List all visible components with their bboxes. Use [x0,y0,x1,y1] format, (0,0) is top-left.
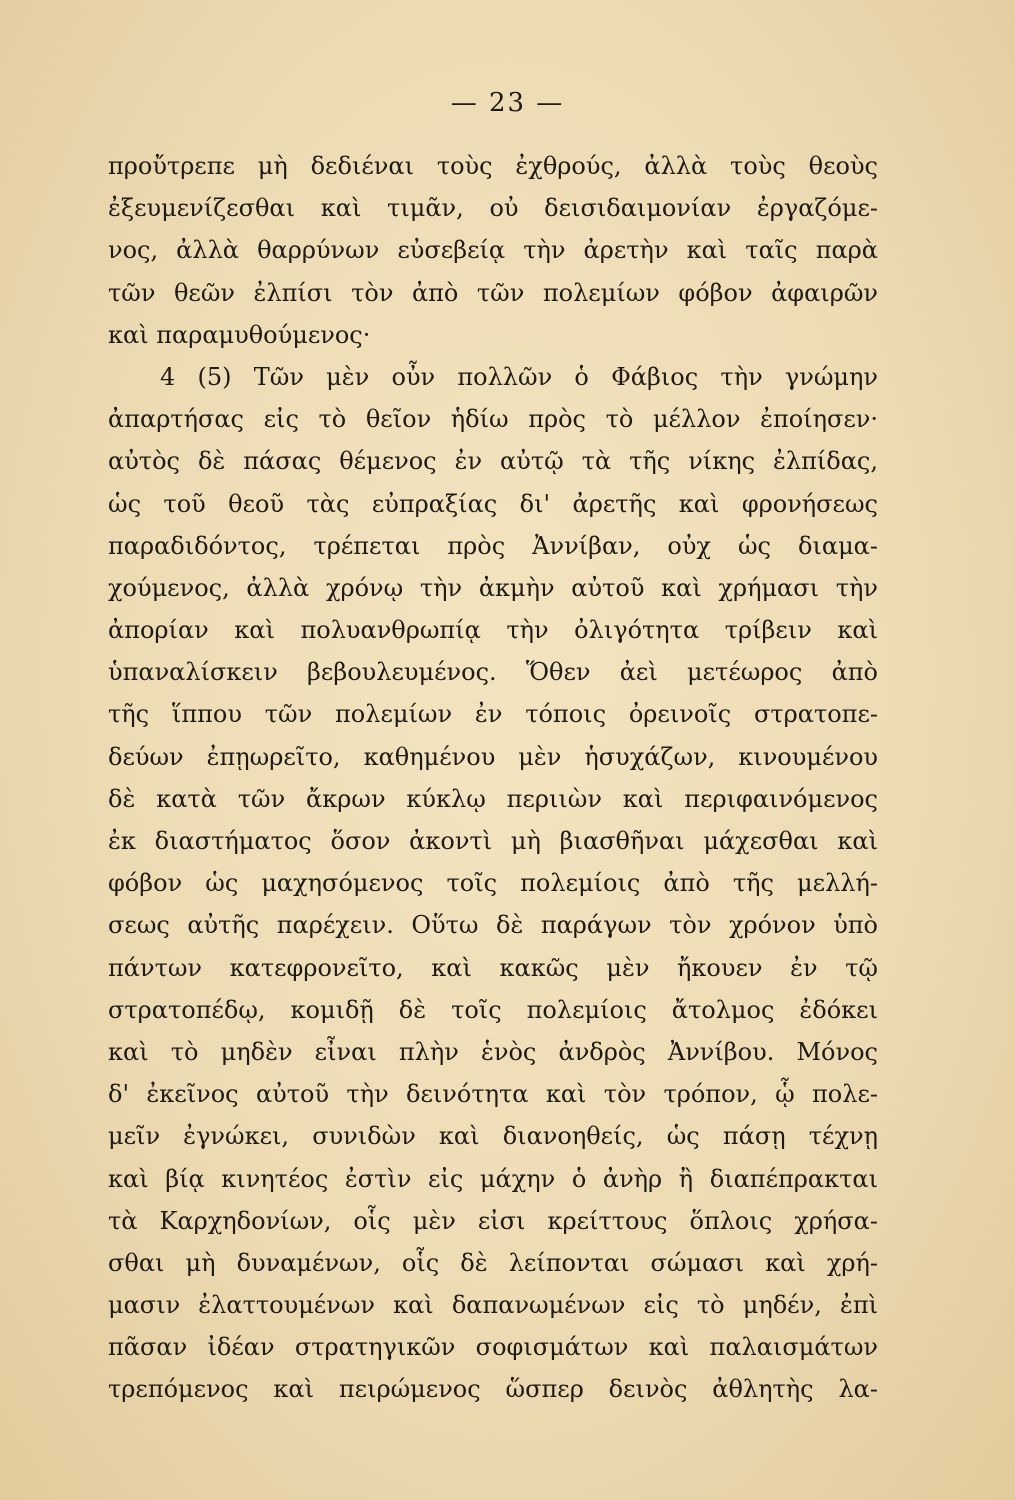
text-line: στρατοπέδῳ, κομιδῇ δὲ τοῖς πολεμίοις ἄτολμος ἐδόκει [108,995,878,1024]
text-line: ἐξευμενίζεσθαι καὶ τιμᾶν, οὐ δεισιδαιμονίαν ἐργαζόμε- [108,194,878,223]
text-line: μασιν ἐλαττουμένων καὶ δαπανωμένων εἰς τὸ μηδέν, ἐπὶ [108,1291,878,1320]
text-line: δεύων ἐπῃωρεῖτο, καθημένου μὲν ἡσυχάζων, κινουμένου [108,742,878,771]
text-line: τῆς ἵππου τῶν πολεμίων ἐν τόποις ὀρεινοῖς στρατοπε- [108,700,878,729]
text-line: πᾶσαν ἰδέαν στρατηγικῶν σοφισμάτων καὶ παλαισμάτων [108,1333,878,1362]
text-line: ἀπαρτήσας εἰς τὸ θεῖον ἡδίω πρὸς τὸ μέλλον ἐποίησεν· [108,405,878,434]
text-line: πάντων κατεφρονεῖτο, καὶ κακῶς μὲν ἤκουεν ἐν τῷ [108,953,878,982]
page-number: — 23 — [450,88,565,118]
body-text [108,145,878,1411]
text-line: καὶ παραμυθούμενος· [108,320,371,349]
text-line: καὶ βίᾳ κινητέος ἐστὶν εἰς μάχην ὁ ἀνὴρ ἢ διαπέπρακται [108,1164,878,1193]
text-line: μεῖν ἐγνώκει, συνιδὼν καὶ διανοηθείς, ὡς πάσῃ τέχνῃ [108,1122,878,1151]
text-line: νος, ἀλλὰ θαρρύνων εὐσεβείᾳ τὴν ἀρετὴν καὶ ταῖς παρὰ [108,236,878,265]
text-line: φόβον ὡς μαχησόμενος τοῖς πολεμίοις ἀπὸ τῆς μελλή- [108,869,878,898]
text-line: καὶ τὸ μηδὲν εἶναι πλὴν ἑνὸς ἀνδρὸς Ἀννίβου. Μόνος [108,1037,878,1066]
text-line: χούμενος, ἀλλὰ χρόνῳ τὴν ἀκμὴν αὐτοῦ καὶ χρήμασι τὴν [108,573,878,602]
text-line: σεως αὐτῆς παρέχειν. Οὕτω δὲ παράγων τὸν χρόνον ὑπὸ [108,911,878,940]
text-line: προὔτρεπε μὴ δεδιέναι τοὺς ἐχθρούς, ἀλλὰ τοὺς θεοὺς [108,152,878,180]
text-line: σθαι μὴ δυναμένων, οἷς δὲ λείπονται σώμασι καὶ χρή- [108,1248,878,1277]
text-line: ὡς τοῦ θεοῦ τὰς εὐπραξίας δι' ἀρετῆς καὶ φρονήσεως [108,489,878,518]
paragraph-start-line: 4 (5) Τῶν μὲν οὖν πολλῶν ὁ Φάβιος τὴν γνώμην [160,362,878,391]
text-line: ἀπορίαν καὶ πολυανθρωπίᾳ τὴν ὀλιγότητα τρίβειν καὶ [108,616,878,645]
text-line: αὐτὸς δὲ πάσας θέμενος ἐν αὐτῷ τὰ τῆς νίκης ἐλπίδας, [108,447,878,476]
text-line: ὑπαναλίσκειν βεβουλευμένος. Ὅθεν ἀεὶ μετέωρος ἀπὸ [108,658,878,687]
text-line: παραδιδόντος, τρέπεται πρὸς Ἀννίβαν, οὐχ ὡς διαμα- [108,531,878,560]
text-line: τῶν θεῶν ἐλπίσι τὸν ἀπὸ τῶν πολεμίων φόβον ἀφαιρῶν [108,278,878,307]
text-line: τὰ Καρχηδονίων, οἷς μὲν εἰσι κρείττους ὅπλοις χρήσα- [108,1206,878,1235]
text-line: δὲ κατὰ τῶν ἄκρων κύκλῳ περιιὼν καὶ περιφαινόμενος [108,784,878,813]
text-line: ἐκ διαστήματος ὅσον ἀκοντὶ μὴ βιασθῆναι μάχεσθαι καὶ [108,827,878,855]
text-line: δ' ἐκεῖνος αὐτοῦ τὴν δεινότητα καὶ τὸν τρόπον, ᾧ πολε- [108,1080,878,1109]
text-line: τρεπόμενος καὶ πειρώμενος ὥσπερ δεινὸς ἀθλητὴς λα- [108,1375,878,1404]
